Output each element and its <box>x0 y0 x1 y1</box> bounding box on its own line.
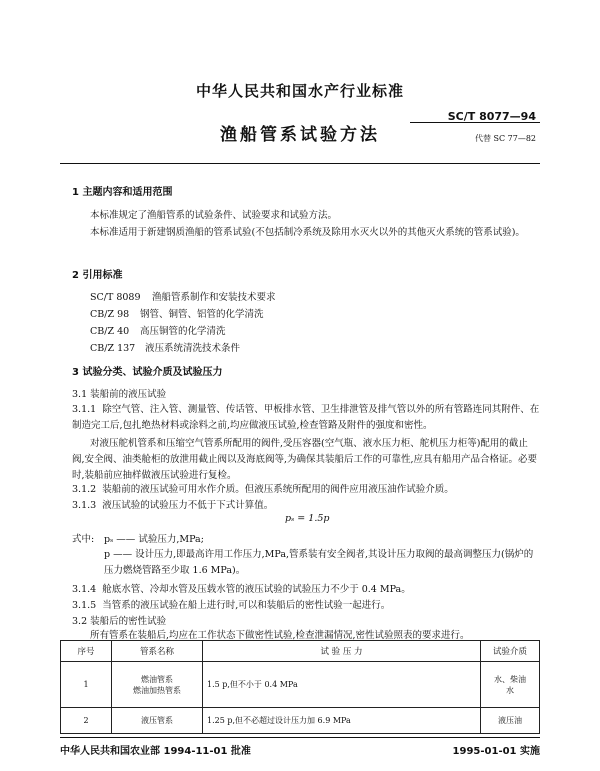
cell-name <box>112 662 203 708</box>
cell-name: 液压管系 <box>112 708 203 734</box>
section-1-para-1: 本标准规定了渔船管系的试验条件、试验要求和试验方法。 <box>90 210 338 221</box>
section-2-heading: 2 引用标准 <box>72 270 123 281</box>
section-3-1-1-para-2: 对液压舵机管系和压缩空气管系所配用的阀件,受压容器(空气瓶、液水压力柜、舵机压力柜等)配用的截止阀,安全阀、油类舱柜的放泄用截止阀以及海底阀等,为确保其装船后工作的可靠性,应具有船用产品合格证。必要时,装船前应抽样做液压试验进行复检。 <box>72 438 538 481</box>
footer-rule <box>60 737 540 738</box>
replaces-note: 代替 SC 77—82 <box>474 134 536 143</box>
section-3-2-para: 所有管系在装船后,均应在工作状态下做密性试验,检查泄漏情况,密性试验照表的要求进行。 <box>90 630 470 641</box>
name-line: 燃油管系 <box>141 674 173 684</box>
standard-org-title: 中华人民共和国水产行业标准 <box>195 82 404 100</box>
col-header-medium: 试验介质 <box>481 641 540 662</box>
col-header-name: 管系名称 <box>112 641 203 662</box>
section-3-1-3 <box>72 497 273 511</box>
medium-line: 水 <box>506 685 514 695</box>
where-ps: pₛ —— 试验压力,MPa; <box>104 534 204 545</box>
col-header-no: 序号 <box>61 641 112 662</box>
ref-title: 高压铜管的化学清洗 <box>140 326 226 337</box>
ref-item <box>90 340 240 354</box>
ref-code: CB/Z 98 <box>90 309 130 320</box>
clause-number: 3.1.2 <box>72 484 97 495</box>
clause-text: 液压试验的试验压力不低于下式计算值。 <box>102 500 274 511</box>
cell-medium: 液压油 <box>481 708 540 734</box>
formula: pₛ = 1.5p <box>285 513 330 524</box>
document-title: 渔船管系试验方法 <box>220 125 380 145</box>
table-header-row <box>61 641 540 662</box>
section-3-2-heading: 3.2 装船后的密性试验 <box>72 616 167 627</box>
cell-no: 1 <box>61 662 112 708</box>
table-row <box>61 662 540 708</box>
clause-number: 3.1.1 <box>72 404 97 415</box>
clause-text: 当管系的液压试验在船上进行时,可以和装船后的密性试验一起进行。 <box>102 600 391 611</box>
cell-no: 2 <box>61 708 112 734</box>
pressure-table <box>60 640 540 734</box>
cell-pressure: 1.25 p,但不必超过设计压力加 6.9 MPa <box>203 708 481 734</box>
clause-number: 3.1.4 <box>72 584 97 595</box>
implementation-date: 1995-01-01 实施 <box>452 746 540 757</box>
clause-text: 舱底水管、冷却水管及压载水管的液压试验的试验压力不少于 0.4 MPa。 <box>102 584 411 595</box>
ref-item <box>90 323 226 337</box>
medium-line: 水、柴油 <box>494 674 526 684</box>
section-3-1-2 <box>72 481 454 495</box>
section-3-1-heading: 3.1 装船前的液压试验 <box>72 389 167 400</box>
ref-item <box>90 306 264 320</box>
section-1-para-2: 本标准适用于新建钢质渔船的管系试验(不包括制冷系统及除用水灭火以外的其他灭火系统的管系试验)。 <box>90 227 525 238</box>
ref-item <box>90 289 276 303</box>
clause-text: 装船前的液压试验可用水作介质。但液压系统所配用的阀件应用液压油作试验介质。 <box>102 484 454 495</box>
where-p: p —— 设计压力,即最高许用工作压力,MPa,管系装有安全阀者,其设计压力取阀的最高调整压力(锅炉的压力燃烧管路至少取 1.6 MPa)。 <box>104 549 534 576</box>
header-rule <box>60 163 540 164</box>
ref-code: CB/Z 40 <box>90 326 130 337</box>
where-label: 式中: <box>72 534 95 545</box>
approval-date: 中华人民共和国农业部 1994-11-01 批准 <box>60 746 251 757</box>
ref-code: SC/T 8089 <box>90 292 141 303</box>
ref-title: 液压系统清洗技术条件 <box>145 343 241 354</box>
cell-pressure: 1.5 p,但不小于 0.4 MPa <box>203 662 481 708</box>
name-line: 燃油加热管系 <box>133 685 181 695</box>
section-1-heading: 1 主题内容和适用范围 <box>72 187 173 198</box>
clause-number: 3.1.3 <box>72 500 97 511</box>
section-3-heading: 3 试验分类、试验介质及试验压力 <box>72 367 223 378</box>
ref-code: CB/Z 137 <box>90 343 136 354</box>
table-row <box>61 708 540 734</box>
clause-text: 除空气管、注入管、测量管、传话管、甲板排水管、卫生排泄管及排气管以外的所有管路连同其附件、在制造完工后,包扎绝热材料或涂料之前,均应做液压试验,检查管路及附件的强度和密性。 <box>72 404 540 431</box>
section-3-1-1 <box>72 402 540 434</box>
ref-title: 渔船管系制作和安装技术要求 <box>152 292 276 303</box>
clause-number: 3.1.5 <box>72 600 97 611</box>
cell-medium <box>481 662 540 708</box>
ref-title: 钢管、铜管、铝管的化学清洗 <box>140 309 264 320</box>
standard-code: SC/T 8077—94 <box>447 110 536 123</box>
col-header-pressure: 试 验 压 力 <box>203 641 481 662</box>
section-3-1-4 <box>72 581 411 595</box>
section-3-1-5 <box>72 597 390 611</box>
